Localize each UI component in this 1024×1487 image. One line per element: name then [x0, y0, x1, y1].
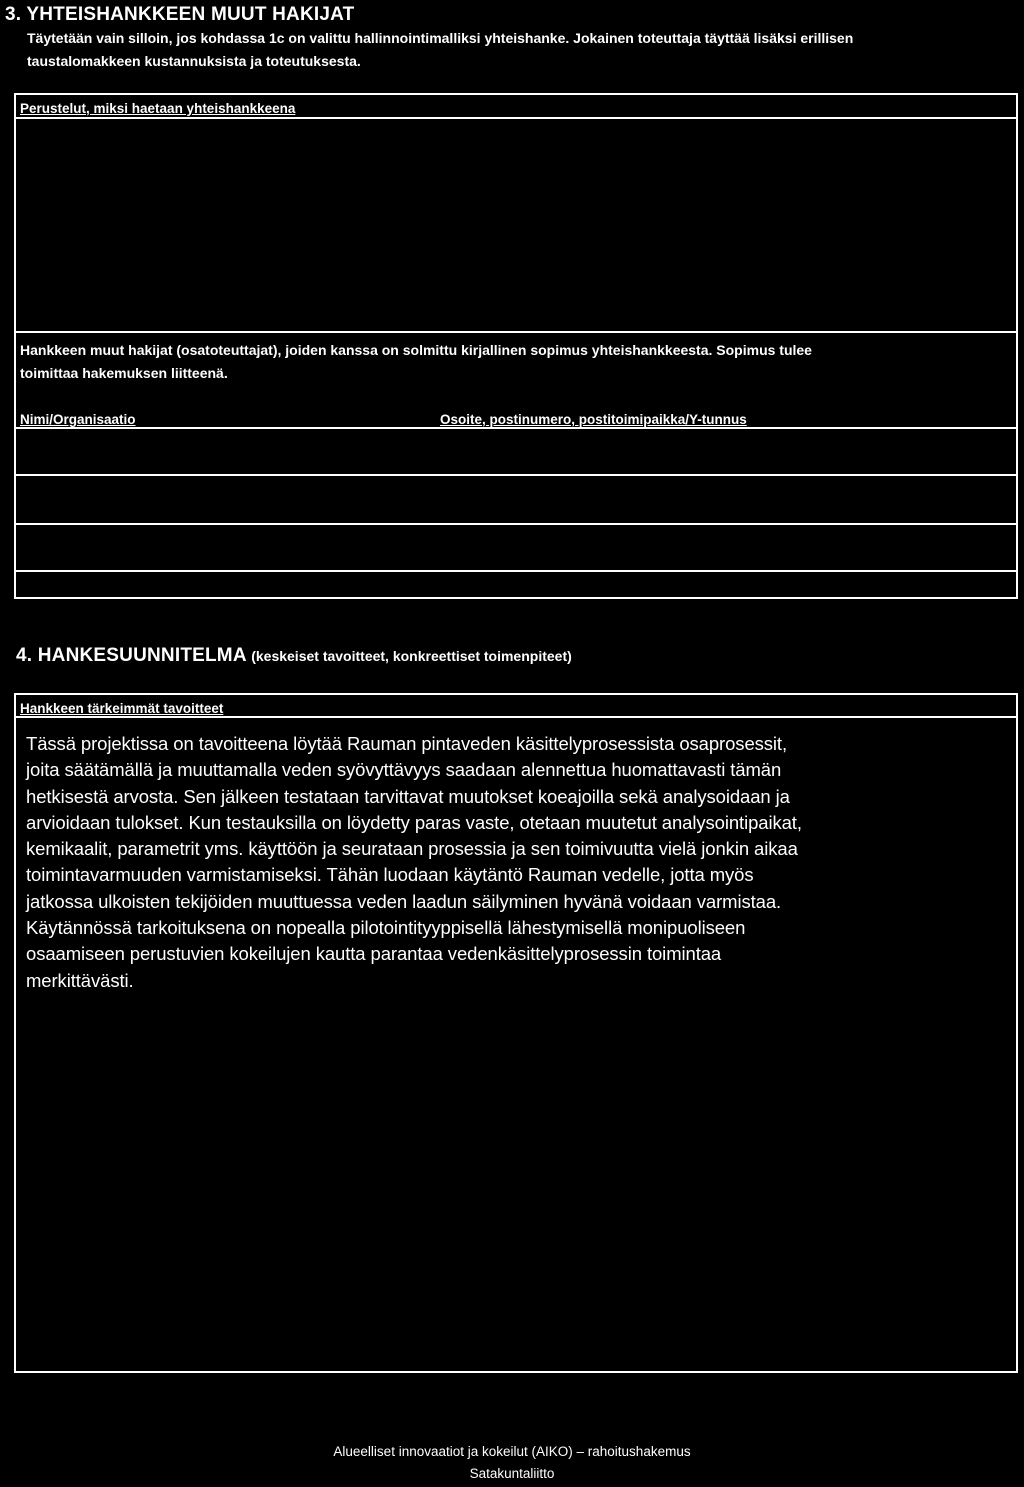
goals-line: Tässä projektissa on tavoitteena löytää Rauman pintaveden käsittelyprosessista osaprosessit,: [26, 733, 788, 754]
applicant-row-divider-1: [14, 474, 1018, 476]
column-name-header: Nimi/Organisaatio: [20, 412, 136, 427]
applicant-row-2-address[interactable]: [440, 477, 1010, 521]
applicant-row-3-address[interactable]: [440, 526, 1010, 568]
goals-line: kemikaalit, parametrit yms. käyttöön ja seurataan prosessia ja sen toimivuutta vielä jonkin aikaa: [26, 838, 798, 860]
section-4-title-sub: (keskeiset tavoitteet, konkreettiset toimenpiteet): [251, 648, 572, 664]
reasons-field[interactable]: [20, 123, 1010, 323]
applicant-row-divider-2: [14, 523, 1018, 525]
goals-line: merkittävästi.: [26, 969, 134, 991]
goals-line: toimintavarmuuden varmistamiseksi. Tähän luodaan käytäntö Rauman vedelle, jotta myös: [26, 864, 754, 886]
section-3-intro-line-1: Täytetään vain silloin, jos kohdassa 1c on valittu hallinnointimalliksi yhteishanke. Jokainen toteuttaja täyttää lisäksi erillisen: [27, 30, 854, 46]
goals-text[interactable]: [26, 731, 1016, 994]
other-applicants-line-2: toimittaa hakemuksen liitteenä.: [20, 365, 228, 381]
applicant-row-2-name[interactable]: [16, 477, 436, 521]
section-4-title-main: 4. HANKESUUNNITELMA: [16, 645, 247, 666]
reasons-divider: [14, 117, 1018, 119]
goals-label: Hankkeen tärkeimmät tavoitteet: [20, 701, 224, 716]
goals-line: osaamiseen perustuvien kokeilujen kautta parantaa vedenkäsittelyprosessin toimintaa: [26, 943, 722, 965]
column-address-header: Osoite, postinumero, postitoimipaikka/Y-tunnus: [440, 412, 747, 427]
section-3-intro-line-2: taustalomakkeen kustannuksista ja toteutuksesta.: [27, 53, 361, 69]
other-applicants-line-1: Hankkeen muut hakijat (osatoteuttajat), joiden kanssa on solmittu kirjallinen sopimus yhteishankkeesta. Sopimus tulee: [20, 342, 812, 358]
goals-line: jatkossa ulkoisten tekijöiden muuttuessa veden laadun säilyminen hyvänä voidaan varmistaa.: [26, 890, 782, 912]
applicant-row-3-name[interactable]: [16, 526, 436, 568]
goals-line: hetkisestä arvosta. Sen jälkeen testataan tarvittavat muutokset koeajoilla sekä analysoidaan ja: [26, 785, 790, 807]
goals-line: arvioidaan tulokset. Kun testauksilla on löydetty paras vaste, otetaan muutetut analysointipaikat,: [26, 811, 802, 833]
applicant-row-1-address[interactable]: [440, 430, 1010, 472]
applicant-row-1-name[interactable]: [16, 430, 436, 472]
applicant-row-divider-3: [14, 570, 1018, 572]
goals-divider: [14, 716, 1018, 718]
footer-line-2: Satakuntaliitto: [469, 1466, 555, 1481]
applicants-header-divider: [14, 427, 1018, 429]
goals-line: Käytännössä tarkoituksena on nopealla pilotointityyppisellä lähestymisellä monipuoliseen: [26, 917, 746, 939]
goals-line: joita säätämällä ja muuttamalla veden syövyttävyys saadaan alennettua huomattavasti tämän: [26, 759, 782, 781]
reasons-label: Perustelut, miksi haetaan yhteishankkeena: [20, 101, 296, 116]
section-3-title: 3. YHTEISHANKKEEN MUUT HAKIJAT: [5, 4, 355, 25]
section-4-title: [16, 645, 572, 667]
footer-line-1: Alueelliset innovaatiot ja kokeilut (AIKO) – rahoitushakemus: [333, 1444, 691, 1459]
